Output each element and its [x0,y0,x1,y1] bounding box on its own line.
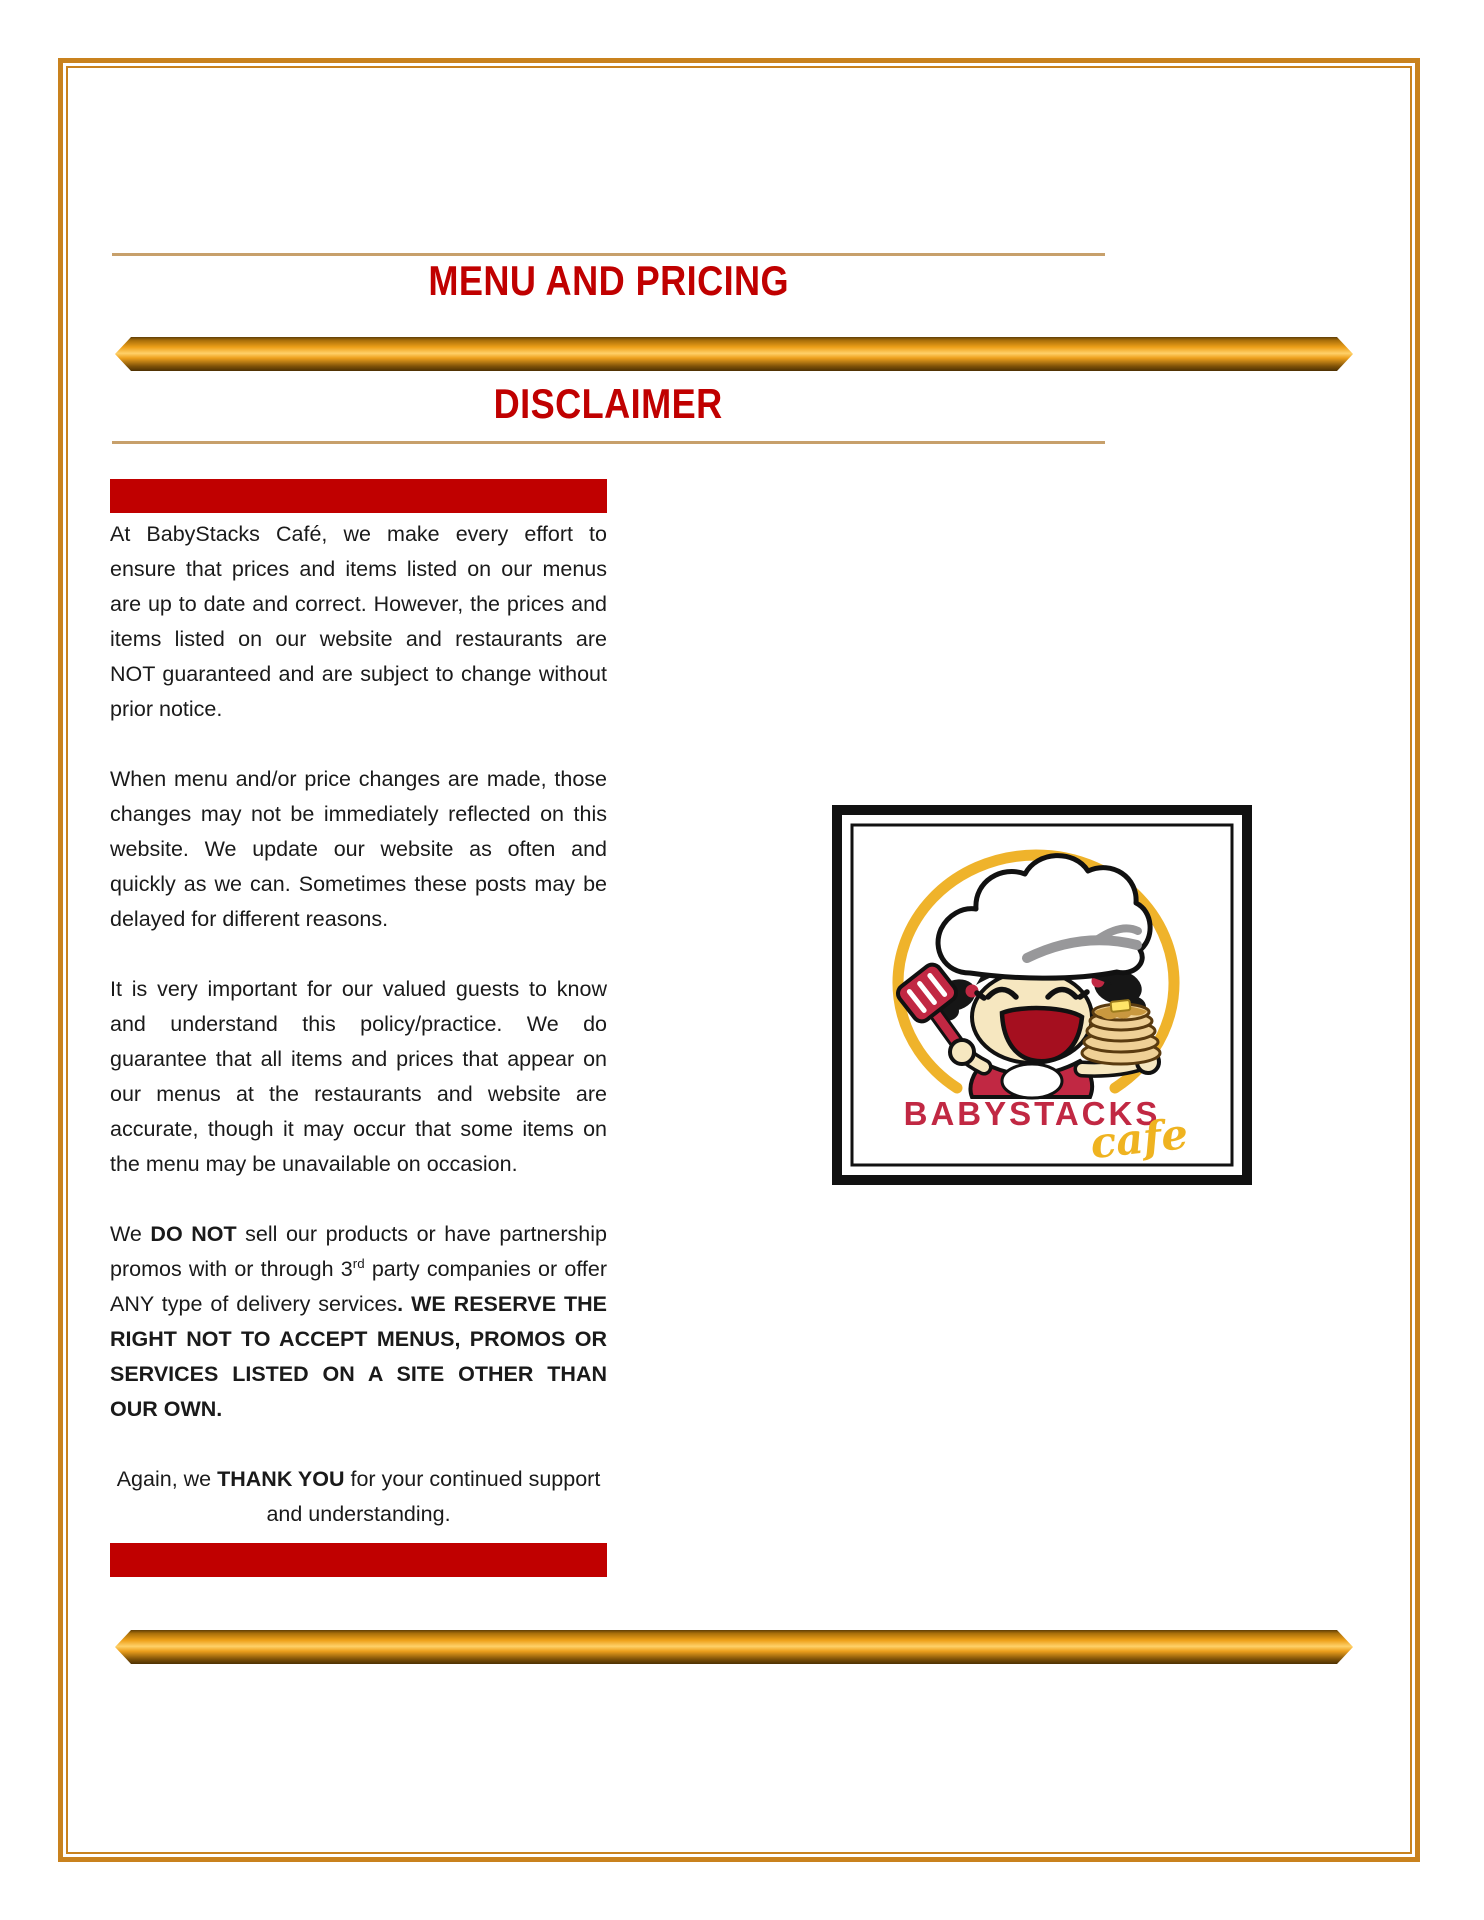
top-rule-line [112,253,1105,256]
disclaimer-title: DISCLAIMER [493,380,724,427]
red-bar-bottom [110,1543,607,1577]
disclaimer-underline [112,441,1105,444]
red-bar-top [110,479,607,513]
paragraph-2: When menu and/or price changes are made, those changes may not be immediately reflected on this website. We update our website as often and quickly as we can. Sometimes these posts may be delayed for different reasons. [110,767,607,931]
paragraph-4: We DO NOT sell our products or have partnership promos with or through 3rd party companies or offer ANY type of delivery services. WE RESERVE THE RIGHT NOT TO ACCEPT MENUS, PROMOS OR SERVICES LISTED ON A SITE OTHER THAN OUR OWN. [110,1222,607,1421]
disclaimer-text-column [110,517,607,1567]
gold-divider-bottom [115,1630,1353,1664]
butter-pat [1111,1000,1131,1012]
paragraph-5-thank-you: Again, we THANK YOU for your continued support and understanding. [116,1467,601,1526]
hand-holding-spatula [950,1040,974,1064]
babystacks-logo [832,805,1252,1185]
apron-bib [1002,1064,1062,1098]
menu-pricing-title-row [112,258,1105,304]
paragraph-3: It is very important for our valued guests to know and understand this policy/practice. We do guarantee that all items and prices that appear on our menus at the restaurants and website are accurate, though it may occur that some items on the menu may be unavailable on occasion. [110,977,607,1176]
disclaimer-title-row [112,381,1105,427]
brand-cafe-script: cafe [1088,1109,1191,1169]
brand-name-text: BABYSTACKS [903,1095,1161,1132]
paragraph-1: At BabyStacks Café, we make every effort to ensure that prices and items listed on our menus are up to date and correct. However, the prices and items listed on our website and restaurants are NOT guaranteed and are subject to change without prior notice. [110,522,607,721]
gold-divider-top [115,337,1353,371]
babystacks-logo-image [832,805,1252,1185]
page-title: MENU AND PRICING [428,257,789,304]
